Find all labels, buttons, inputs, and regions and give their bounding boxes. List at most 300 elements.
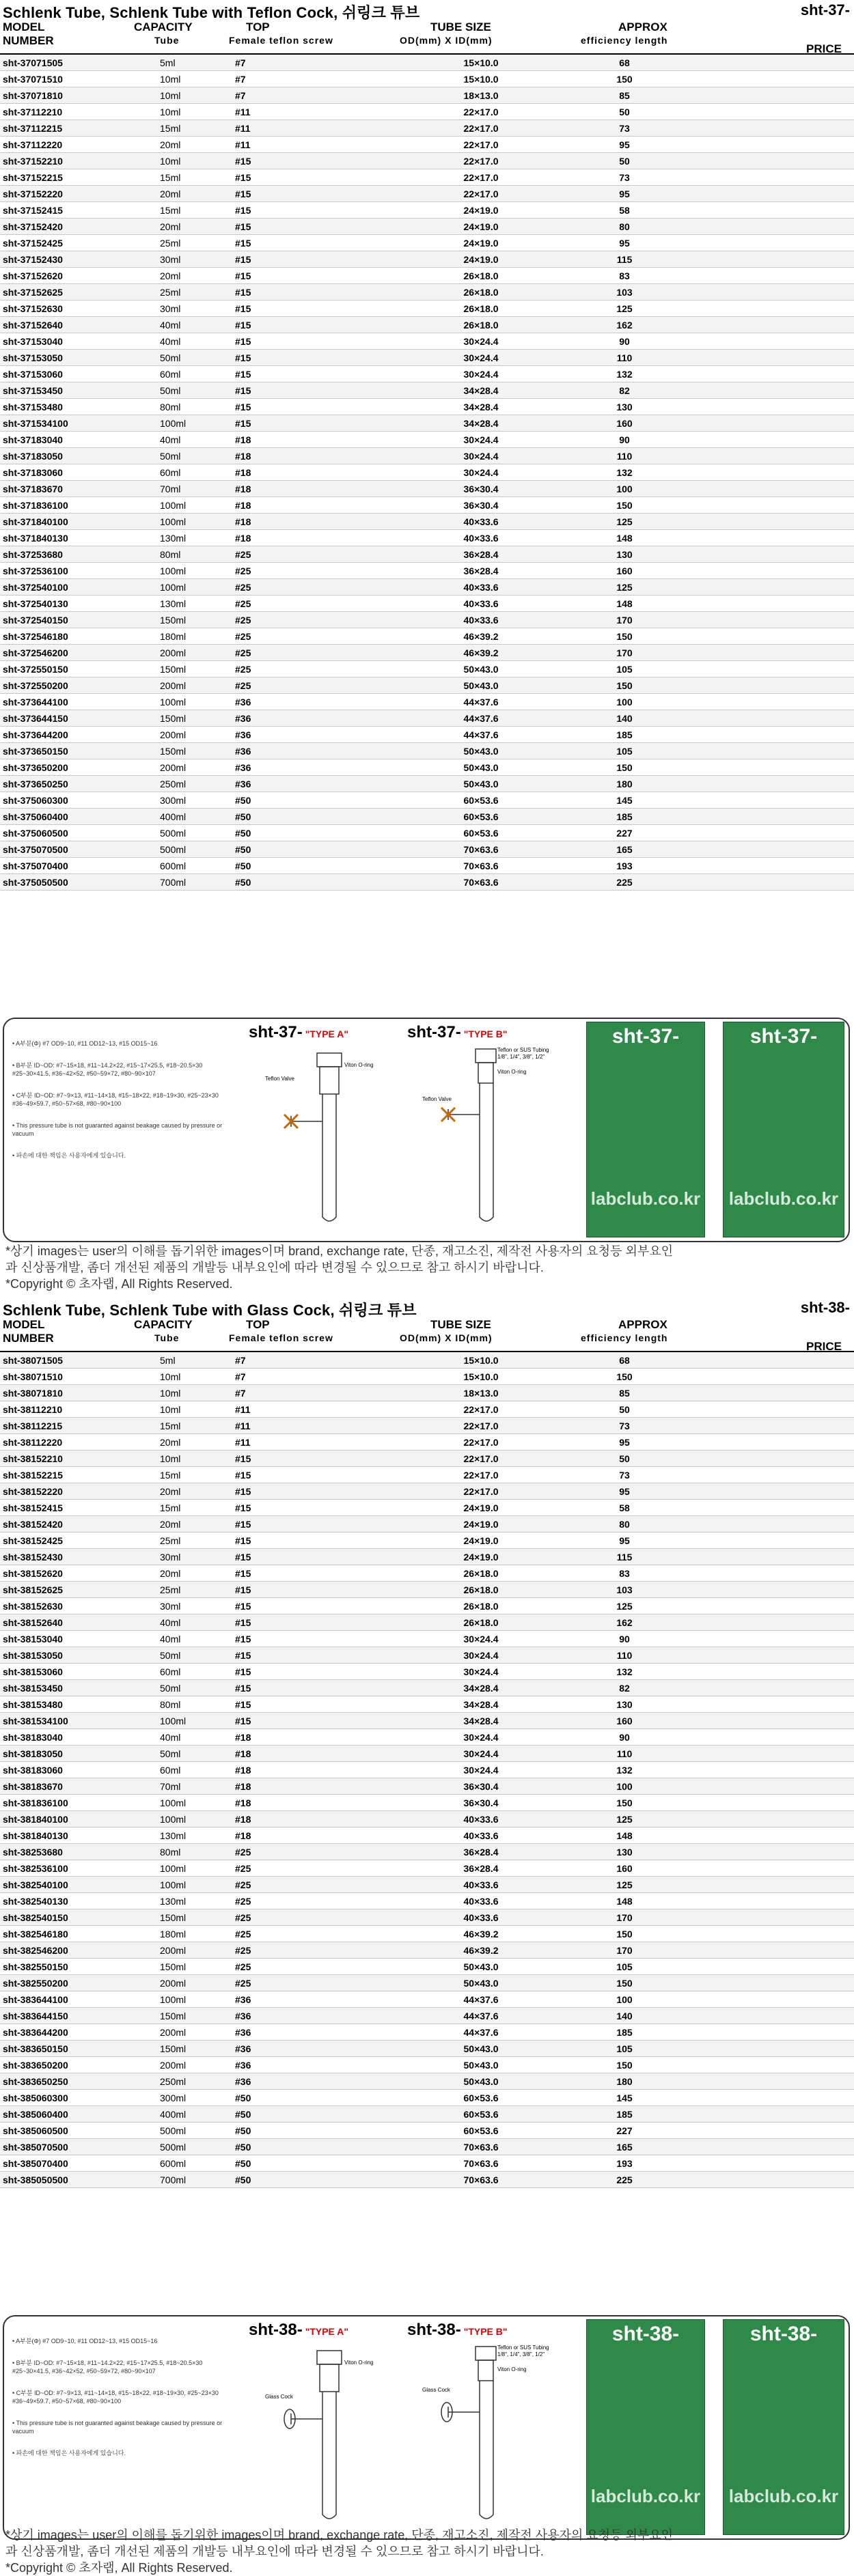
capacity: 200ml (160, 2057, 228, 2073)
capacity: 15ml (160, 169, 228, 186)
capacity: 130ml (160, 530, 228, 546)
model-number: sht-37152640 (0, 317, 160, 333)
capacity: 70ml (160, 481, 228, 497)
tube-size: 26×18.0 (392, 1614, 570, 1631)
model-number: sht-38152215 (0, 1467, 160, 1483)
table-row (0, 104, 854, 120)
capacity: 100ml (160, 514, 228, 530)
price (679, 251, 854, 268)
tube-size: 22×17.0 (392, 120, 570, 137)
model-number: sht-383650250 (0, 2073, 160, 2090)
table-row (0, 399, 854, 415)
table-row (0, 464, 854, 481)
efficiency-length: 50 (570, 104, 679, 120)
tube-size: 70×63.6 (392, 858, 570, 874)
price (679, 219, 854, 235)
efficiency-length: 95 (570, 235, 679, 251)
efficiency-length: 110 (570, 350, 679, 366)
top-screw: #18 (228, 1795, 392, 1811)
price (679, 300, 854, 317)
efficiency-length: 130 (570, 399, 679, 415)
capacity: 400ml (160, 809, 228, 825)
efficiency-length: 85 (570, 87, 679, 104)
capacity: 30ml (160, 1598, 228, 1614)
top-screw: #25 (228, 1942, 392, 1959)
tube-size: 36×28.4 (392, 546, 570, 563)
tube-size: 26×18.0 (392, 1582, 570, 1598)
header-number: NUMBER (3, 34, 54, 47)
table-row (0, 2073, 854, 2090)
header-price: PRICE (806, 42, 842, 55)
model-number: sht-373650200 (0, 759, 160, 776)
table-row (0, 219, 854, 235)
model-number: sht-381840100 (0, 1811, 160, 1828)
efficiency-length: 105 (570, 2041, 679, 2057)
top-screw: #7 (228, 1369, 392, 1385)
table-row (0, 1352, 854, 1369)
price (679, 1959, 854, 1975)
table-row (0, 202, 854, 219)
efficiency-length: 185 (570, 727, 679, 743)
tube-size: 30×24.4 (392, 350, 570, 366)
top-screw: #36 (228, 743, 392, 759)
top-screw: #50 (228, 792, 392, 809)
model-number: sht-383650150 (0, 2041, 160, 2057)
top-screw: #15 (228, 1565, 392, 1582)
drawing-label: 1/8", 1/4", 3/8", 1/2" (497, 1054, 545, 1060)
efficiency-length: 73 (570, 120, 679, 137)
tube-size: 24×19.0 (392, 219, 570, 235)
capacity: 40ml (160, 1614, 228, 1631)
table-row (0, 300, 854, 317)
note-line: • B부분 ID~OD: #7~15×18, #11~14.2×22, #15~17×25.5, #18~20.5×30 #25~30×41.5, #36~42×52, #50~59×72, #80~90×107 (12, 2360, 203, 2375)
tube-size: 15×10.0 (392, 1352, 570, 1369)
model-number: sht-37152430 (0, 251, 160, 268)
tube-size: 36×30.4 (392, 1795, 570, 1811)
table-row (0, 497, 854, 514)
tube-size: 30×24.4 (392, 1664, 570, 1680)
efficiency-length: 100 (570, 694, 679, 710)
price (679, 333, 854, 350)
capacity: 500ml (160, 825, 228, 841)
tube-size: 44×37.6 (392, 727, 570, 743)
top-screw: #15 (228, 1500, 392, 1516)
model-number: sht-372540150 (0, 612, 160, 628)
tube-size: 36×28.4 (392, 563, 570, 579)
efficiency-length: 227 (570, 2123, 679, 2139)
tube-size: 34×28.4 (392, 1713, 570, 1729)
table-row (0, 1893, 854, 1909)
efficiency-length: 80 (570, 219, 679, 235)
capacity: 100ml (160, 563, 228, 579)
tube-size: 26×18.0 (392, 1565, 570, 1582)
price (679, 71, 854, 87)
table-row (0, 1926, 854, 1942)
capacity: 20ml (160, 1565, 228, 1582)
model-number: sht-372546180 (0, 628, 160, 645)
price (679, 563, 854, 579)
tube-size: 30×24.4 (392, 1729, 570, 1746)
top-screw: #15 (228, 1451, 392, 1467)
efficiency-length: 150 (570, 497, 679, 514)
model-number: sht-37253680 (0, 546, 160, 563)
capacity: 80ml (160, 399, 228, 415)
model-number: sht-382540130 (0, 1893, 160, 1909)
efficiency-length: 150 (570, 1369, 679, 1385)
table-row (0, 514, 854, 530)
capacity: 500ml (160, 2123, 228, 2139)
tube-size: 70×63.6 (392, 874, 570, 891)
efficiency-length: 115 (570, 251, 679, 268)
capacity: 300ml (160, 2090, 228, 2106)
model-number: sht-37183060 (0, 464, 160, 481)
capacity: 100ml (160, 497, 228, 514)
top-screw: #15 (228, 219, 392, 235)
model-number: sht-37152210 (0, 153, 160, 169)
model-number: sht-38152220 (0, 1483, 160, 1500)
price (679, 2057, 854, 2073)
model-number: sht-37153060 (0, 366, 160, 382)
price (679, 87, 854, 104)
efficiency-length: 185 (570, 809, 679, 825)
efficiency-length: 83 (570, 268, 679, 284)
top-screw: #25 (228, 579, 392, 596)
table-row (0, 1483, 854, 1500)
header-model: MODEL (3, 1318, 45, 1331)
tube-size: 44×37.6 (392, 2008, 570, 2024)
top-screw: #50 (228, 874, 392, 891)
drawing-label: Teflon or SUS Tubing (497, 2344, 549, 2351)
price (679, 415, 854, 432)
efficiency-length: 148 (570, 1828, 679, 1844)
price (679, 546, 854, 563)
note-line: • A부분(Φ) #7 OD9~10, #11 OD12~13, #15 OD15~16 (12, 1040, 158, 1047)
capacity: 700ml (160, 2172, 228, 2188)
price (679, 628, 854, 645)
table-row (0, 284, 854, 300)
table-row (0, 1598, 854, 1614)
type-b-label: sht-37- "TYPE B" (407, 1023, 508, 1041)
table-row (0, 1795, 854, 1811)
price (679, 792, 854, 809)
top-screw: #25 (228, 563, 392, 579)
note-line: • C부분 ID~OD: #7~9×13, #11~14×18, #15~18×22, #18~19×30, #25~23×30 #36~49×59.7, #50~57×68, #80~90×100 (12, 1092, 219, 1107)
tube-size: 46×39.2 (392, 628, 570, 645)
tube-size: 34×28.4 (392, 382, 570, 399)
tube-size: 36×28.4 (392, 1860, 570, 1877)
capacity: 200ml (160, 2024, 228, 2041)
note-line: • This pressure tube is not guaranted against beakage caused by pressure or vacuum (12, 2420, 223, 2435)
efficiency-length: 193 (570, 858, 679, 874)
top-screw: #18 (228, 1778, 392, 1795)
tube-size: 40×33.6 (392, 514, 570, 530)
price (679, 2024, 854, 2041)
top-screw: #25 (228, 596, 392, 612)
table-row (0, 1844, 854, 1860)
top-screw: #15 (228, 202, 392, 219)
capacity: 130ml (160, 1893, 228, 1909)
price (679, 235, 854, 251)
price (679, 2073, 854, 2090)
top-screw: #15 (228, 1598, 392, 1614)
capacity: 100ml (160, 1713, 228, 1729)
capacity: 300ml (160, 792, 228, 809)
top-screw: #50 (228, 2090, 392, 2106)
price (679, 1975, 854, 1991)
top-screw: #15 (228, 399, 392, 415)
capacity: 20ml (160, 186, 228, 202)
tube-size: 22×17.0 (392, 137, 570, 153)
model-number: sht-38071810 (0, 1385, 160, 1401)
capacity: 200ml (160, 1975, 228, 1991)
table-row (0, 268, 854, 284)
capacity: 10ml (160, 104, 228, 120)
top-screw: #15 (228, 366, 392, 382)
header-tube-size: TUBE SIZE (430, 20, 491, 33)
capacity: 100ml (160, 1811, 228, 1828)
price (679, 514, 854, 530)
capacity: 180ml (160, 628, 228, 645)
top-screw: #11 (228, 120, 392, 137)
model-number: sht-382540100 (0, 1877, 160, 1893)
tube-size: 50×43.0 (392, 661, 570, 677)
model-number: sht-38152425 (0, 1532, 160, 1549)
price (679, 743, 854, 759)
capacity: 150ml (160, 612, 228, 628)
price (679, 1614, 854, 1631)
table-row (0, 2106, 854, 2123)
price (679, 1451, 854, 1467)
top-screw: #18 (228, 497, 392, 514)
model-number: sht-37153040 (0, 333, 160, 350)
price (679, 1762, 854, 1778)
model-number: sht-385060400 (0, 2106, 160, 2123)
efficiency-length: 105 (570, 1959, 679, 1975)
drawing-label: Teflon or SUS Tubing (497, 1047, 549, 1053)
drawing-label: Teflon Valve (422, 1096, 452, 1102)
model-number: sht-38152210 (0, 1451, 160, 1467)
tube-size: 36×28.4 (392, 1844, 570, 1860)
top-screw: #15 (228, 186, 392, 202)
section-glass-cock (0, 1298, 854, 2188)
efficiency-length: 100 (570, 1778, 679, 1795)
table-row (0, 1385, 854, 1401)
model-number: sht-38112220 (0, 1434, 160, 1451)
model-number: sht-38183040 (0, 1729, 160, 1746)
price (679, 1549, 854, 1565)
efficiency-length: 150 (570, 1926, 679, 1942)
price (679, 858, 854, 874)
table-row (0, 1500, 854, 1516)
capacity: 25ml (160, 284, 228, 300)
tube-size: 15×10.0 (392, 71, 570, 87)
figure-panel-glass (3, 2315, 850, 2540)
model-number: sht-37071510 (0, 71, 160, 87)
table-row (0, 1959, 854, 1975)
model-number: sht-37153480 (0, 399, 160, 415)
model-number: sht-38152430 (0, 1549, 160, 1565)
price (679, 2008, 854, 2024)
top-screw: #15 (228, 1614, 392, 1631)
tube-size: 70×63.6 (392, 2172, 570, 2188)
efficiency-length: 132 (570, 1762, 679, 1778)
table-row (0, 2139, 854, 2155)
efficiency-length: 95 (570, 1532, 679, 1549)
capacity: 150ml (160, 2041, 228, 2057)
top-screw: #36 (228, 759, 392, 776)
tube-size: 50×43.0 (392, 743, 570, 759)
price (679, 1828, 854, 1844)
table-row (0, 448, 854, 464)
table-row (0, 1467, 854, 1483)
table-row (0, 2057, 854, 2073)
capacity: 180ml (160, 1926, 228, 1942)
top-screw: #15 (228, 1582, 392, 1598)
table-row (0, 1746, 854, 1762)
top-screw: #18 (228, 464, 392, 481)
efficiency-length: 125 (570, 1598, 679, 1614)
tube-size: 50×43.0 (392, 1975, 570, 1991)
top-screw: #25 (228, 1926, 392, 1942)
header-approx: APPROX (618, 20, 667, 33)
capacity: 200ml (160, 645, 228, 661)
tube-size: 46×39.2 (392, 1942, 570, 1959)
top-screw: #36 (228, 2024, 392, 2041)
drawing-label: Glass Cock (265, 2394, 293, 2400)
table-row (0, 317, 854, 333)
price (679, 1860, 854, 1877)
capacity: 25ml (160, 235, 228, 251)
top-screw: #50 (228, 858, 392, 874)
efficiency-length: 180 (570, 776, 679, 792)
price (679, 645, 854, 661)
product-photo-a: sht-37- labclub.co.kr (586, 1022, 705, 1237)
efficiency-length: 145 (570, 2090, 679, 2106)
top-screw: #11 (228, 104, 392, 120)
price (679, 1844, 854, 1860)
efficiency-length: 170 (570, 1942, 679, 1959)
capacity: 15ml (160, 1418, 228, 1434)
efficiency-length: 95 (570, 1434, 679, 1451)
efficiency-length: 227 (570, 825, 679, 841)
tube-size: 40×33.6 (392, 579, 570, 596)
tube-size: 30×24.4 (392, 1762, 570, 1778)
table-row (0, 481, 854, 497)
top-screw: #36 (228, 2041, 392, 2057)
model-number: sht-37152620 (0, 268, 160, 284)
capacity: 100ml (160, 694, 228, 710)
efficiency-length: 50 (570, 1401, 679, 1418)
table-row (0, 366, 854, 382)
price (679, 1942, 854, 1959)
tube-size: 22×17.0 (392, 153, 570, 169)
model-number: sht-38183050 (0, 1746, 160, 1762)
capacity: 600ml (160, 858, 228, 874)
top-screw: #36 (228, 694, 392, 710)
model-number: sht-38152630 (0, 1598, 160, 1614)
table-row (0, 2041, 854, 2057)
top-screw: #18 (228, 1828, 392, 1844)
capacity: 60ml (160, 366, 228, 382)
price (679, 1713, 854, 1729)
header-approx: APPROX (618, 1318, 667, 1331)
top-screw: #11 (228, 1401, 392, 1418)
spec-notes (12, 2337, 238, 2471)
type-b-label: sht-38- "TYPE B" (407, 2321, 508, 2339)
table-row (0, 1811, 854, 1828)
efficiency-length: 73 (570, 169, 679, 186)
capacity: 130ml (160, 1828, 228, 1844)
model-number: sht-382550150 (0, 1959, 160, 1975)
model-number: sht-37153450 (0, 382, 160, 399)
efficiency-length: 125 (570, 514, 679, 530)
table-row (0, 1778, 854, 1795)
top-screw: #18 (228, 481, 392, 497)
header-tube-size: TUBE SIZE (430, 1318, 491, 1331)
type-a-label: sht-38- "TYPE A" (249, 2321, 349, 2339)
product-table (0, 1352, 854, 2188)
table-row (0, 1647, 854, 1664)
tube-size: 24×19.0 (392, 1516, 570, 1532)
capacity: 40ml (160, 333, 228, 350)
model-number: sht-37112210 (0, 104, 160, 120)
model-number: sht-375050500 (0, 874, 160, 891)
efficiency-length: 100 (570, 481, 679, 497)
product-photo-b: sht-38- labclub.co.kr (723, 2319, 844, 2535)
model-number: sht-38183060 (0, 1762, 160, 1778)
model-number: sht-381840130 (0, 1828, 160, 1844)
capacity: 15ml (160, 1467, 228, 1483)
table-row (0, 694, 854, 710)
efficiency-length: 185 (570, 2106, 679, 2123)
table-row (0, 1532, 854, 1549)
model-number: sht-385060300 (0, 2090, 160, 2106)
price (679, 55, 854, 71)
capacity: 50ml (160, 350, 228, 366)
model-number: sht-382550200 (0, 1975, 160, 1991)
top-screw: #18 (228, 514, 392, 530)
table-row (0, 743, 854, 759)
capacity: 10ml (160, 71, 228, 87)
table-row (0, 2123, 854, 2139)
table-row (0, 1614, 854, 1631)
table-row (0, 858, 854, 874)
tube-size: 40×33.6 (392, 596, 570, 612)
product-photo-b: sht-37- labclub.co.kr (723, 1022, 844, 1237)
price (679, 1778, 854, 1795)
top-screw: #15 (228, 169, 392, 186)
tube-size: 22×17.0 (392, 186, 570, 202)
table-row (0, 596, 854, 612)
table-row (0, 1418, 854, 1434)
tube-size: 50×43.0 (392, 677, 570, 694)
efficiency-length: 115 (570, 1549, 679, 1565)
top-screw: #25 (228, 1860, 392, 1877)
price (679, 2106, 854, 2123)
efficiency-length: 170 (570, 645, 679, 661)
table-row (0, 1516, 854, 1532)
capacity: 200ml (160, 727, 228, 743)
header-efficiency: efficiency length (581, 35, 668, 46)
tube-size: 24×19.0 (392, 251, 570, 268)
efficiency-length: 73 (570, 1467, 679, 1483)
tube-size: 26×18.0 (392, 284, 570, 300)
top-screw: #25 (228, 645, 392, 661)
table-row (0, 841, 854, 858)
price (679, 2090, 854, 2106)
capacity: 10ml (160, 1451, 228, 1467)
efficiency-length: 150 (570, 677, 679, 694)
